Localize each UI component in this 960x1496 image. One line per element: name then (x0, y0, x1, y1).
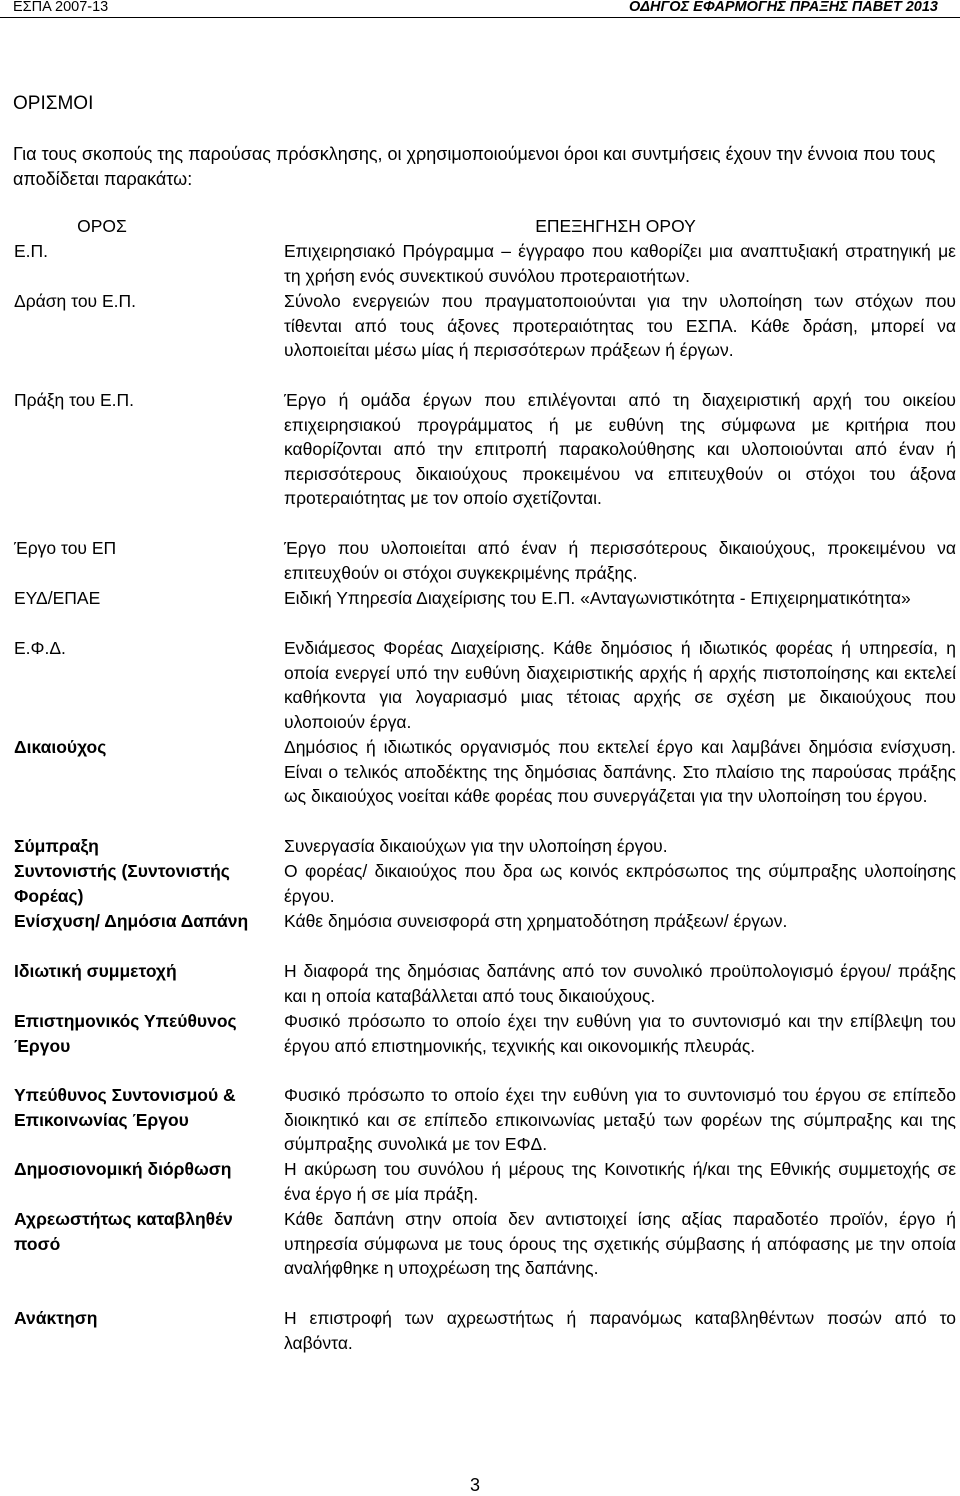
table-row (11, 1207, 958, 1306)
term-cell: Πράξη του Ε.Π. (14, 390, 135, 410)
definition-cell: Η διαφορά της δημόσιας δαπάνης από τον συνολικό προϋπολογισμό έργου/ πράξης και η οποία καταβάλλεται από τους δικαιούχους. (284, 961, 956, 1006)
table-row (11, 834, 958, 859)
table-row (11, 1083, 958, 1157)
definition-cell: Η ακύρωση του συνόλου ή μέρους της Κοινοτικής ή/και της Εθνικής συμμετοχής σε ένα έργο ή σε μία πράξη. (284, 1159, 956, 1204)
term-cell: Επιστημονικός Υπεύθυνος Έργου (14, 1011, 237, 1056)
definition-cell: Συνεργασία δικαιούχων για την υλοποίηση έργου. (284, 836, 668, 856)
definition-cell: Κάθε δαπάνη στην οποία δεν αντιστοιχεί ίσης αξίας παραδοτέο προϊόν, έργο ή υπηρεσία σύμφωνα με τους όρους της σχετικής σύμβασης ή απόφασης με την οποία αναλήφθηκε η υποχρέωση της δαπάνης. (284, 1209, 956, 1278)
table-row (11, 388, 958, 536)
definition-cell: Ο φορέας/ δικαιούχος που δρα ως κοινός εκπρόσωπος της σύμπραξης υλοποίησης έργου. (284, 861, 956, 906)
table-row (11, 586, 958, 636)
term-cell: Δημοσιονομική διόρθωση (14, 1159, 232, 1179)
table-row (11, 1009, 958, 1083)
table-header-row (11, 214, 958, 239)
term-cell: Συντονιστής (Συντονιστής Φορέας) (14, 861, 230, 906)
term-column-header: ΟΡΟΣ (77, 216, 127, 236)
intro-paragraph: Για τους σκοπούς της παρούσας πρόσκλησης, οι χρησιμοποιούμενοι όροι και συντμήσεις έχουν την έννοια που τους αποδίδεται παρακάτω: (13, 144, 936, 189)
term-cell: Αχρεωστήτως καταβληθέν ποσό (14, 1209, 233, 1254)
definition-cell: Ειδική Υπηρεσία Διαχείρισης του Ε.Π. «Ανταγωνιστικότητα - Επιχειρηματικότητα» (284, 588, 911, 608)
table-row (11, 735, 958, 834)
term-cell: Έργο του ΕΠ (14, 538, 117, 558)
definition-cell: Κάθε δημόσια συνεισφορά στη χρηματοδότηση πράξεων/ έργων. (284, 911, 788, 931)
definition-column-header: ΕΠΕΞΗΓΗΣΗ ΟΡΟΥ (535, 216, 696, 236)
term-cell: Δικαιούχος (14, 737, 107, 757)
page-number: 3 (470, 1475, 481, 1495)
definition-cell: Σύνολο ενεργειών που πραγματοποιούνται για την υλοποίηση των στόχων που τίθενται από τους άξονες προτεραιότητας του ΕΣΠΑ. Κάθε δράση, μπορεί να υλοποιείται μέσω μίας ή περισσότερων πράξεων ή έργων. (284, 291, 956, 360)
term-cell: Ανάκτηση (14, 1308, 98, 1328)
table-row (11, 859, 958, 909)
section-title: ΟΡΙΣΜΟΙ (13, 93, 94, 114)
term-cell: ΕΥΔ/ΕΠΑΕ (14, 588, 101, 608)
definition-cell: Φυσικό πρόσωπο το οποίο έχει την ευθύνη για το συντονισμό και την επίβλεψη του έργου από επιστημονικής, τεχνικής και οικονομικής πλευράς. (284, 1011, 956, 1056)
term-cell: Δράση του Ε.Π. (14, 291, 137, 311)
header-guide-title: ΟΔΗΓΟΣ ΕΦΑΡΜΟΓΗΣ ΠΡΑΞΗΣ ΠΑΒΕΤ 2013 (628, 0, 938, 15)
definition-cell: Η επιστροφή των αχρεωστήτως ή παρανόμως καταβληθέντων ποσών από το λαβόντα. (284, 1308, 956, 1353)
table-row (11, 1306, 958, 1356)
term-cell: Ενίσχυση/ Δημόσια Δαπάνη (14, 911, 249, 931)
table-row (11, 536, 958, 586)
definition-cell: Έργο που υλοποιείται από έναν ή περισσότερους δικαιούχους, προκειμένου να επιτευχθούν οι στόχοι συγκεκριμένης πράξης. (284, 538, 956, 583)
definition-cell: Επιχειρησιακό Πρόγραμμα – έγγραφο που καθορίζει μια αναπτυξιακή στρατηγική με τη χρήση ενός συνεκτικού συνόλου προτεραιοτήτων. (284, 241, 956, 286)
term-cell: Υπεύθυνος Συντονισμού & Επικοινωνίας Έργου (14, 1085, 236, 1130)
definition-cell: Έργο ή ομάδα έργων που επιλέγονται από τη διαχειριστική αρχή του οικείου επιχειρησιακού προγράμματος ή με ευθύνη της σύμφωνα με κριτήρια που καθορίζονται από την επιτροπή παρακολούθησης και υλοποιούνται από έναν ή περισσότερους δικαιούχους προκειμένου να επιτευχθούν οι στόχοι του άξονα προτεραιότητας με τον οποίο σχετίζονται. (284, 390, 956, 508)
definition-cell: Δημόσιος ή ιδιωτικός οργανισμός που εκτελεί έργο και λαμβάνει δημόσια ενίσχυση. Είναι ο τελικός αποδέκτης της δημόσιας δαπάνης. Στο πλαίσιο της παρούσας πράξης ως δικαιούχος νοείται κάθε φορέας που συνεργάζεται για την υλοποίηση του έργου. (284, 737, 956, 806)
table-row (11, 1157, 958, 1207)
table-row (11, 959, 958, 1009)
table-row (11, 909, 958, 959)
definition-cell: Ενδιάμεσος Φορέας Διαχείρισης. Κάθε δημόσιος ή ιδιωτικός φορέας ή υπηρεσία, η οποία ενεργεί υπό την ευθύνη διαχειριστικής αρχής ή αρχής πιστοποίησης και εκτελεί καθήκοντα για λογαριασμό μιας τέτοιας αρχής σε σχέση με δικαιούχους που υλοποιούν έργα. (284, 638, 956, 732)
definition-cell: Φυσικό πρόσωπο το οποίο έχει την ευθύνη για το συντονισμό του έργου σε επίπεδο διοικητικό και σε επίπεδο επικοινωνίας μεταξύ των φορέων της σύμπραξης και της σύμπραξης συνολικά με τον ΕΦΔ. (284, 1085, 956, 1154)
term-cell: Ιδιωτική συμμετοχή (14, 961, 177, 981)
table-row (11, 239, 958, 289)
term-cell: Σύμπραξη (14, 836, 99, 856)
definitions-table (11, 214, 958, 1356)
term-cell: Ε.Φ.Δ. (14, 638, 66, 658)
table-row (11, 636, 958, 735)
term-cell: Ε.Π. (14, 241, 49, 261)
header-program: ΕΣΠΑ 2007-13 (13, 0, 109, 15)
page-header (0, 0, 960, 18)
table-row (11, 289, 958, 388)
